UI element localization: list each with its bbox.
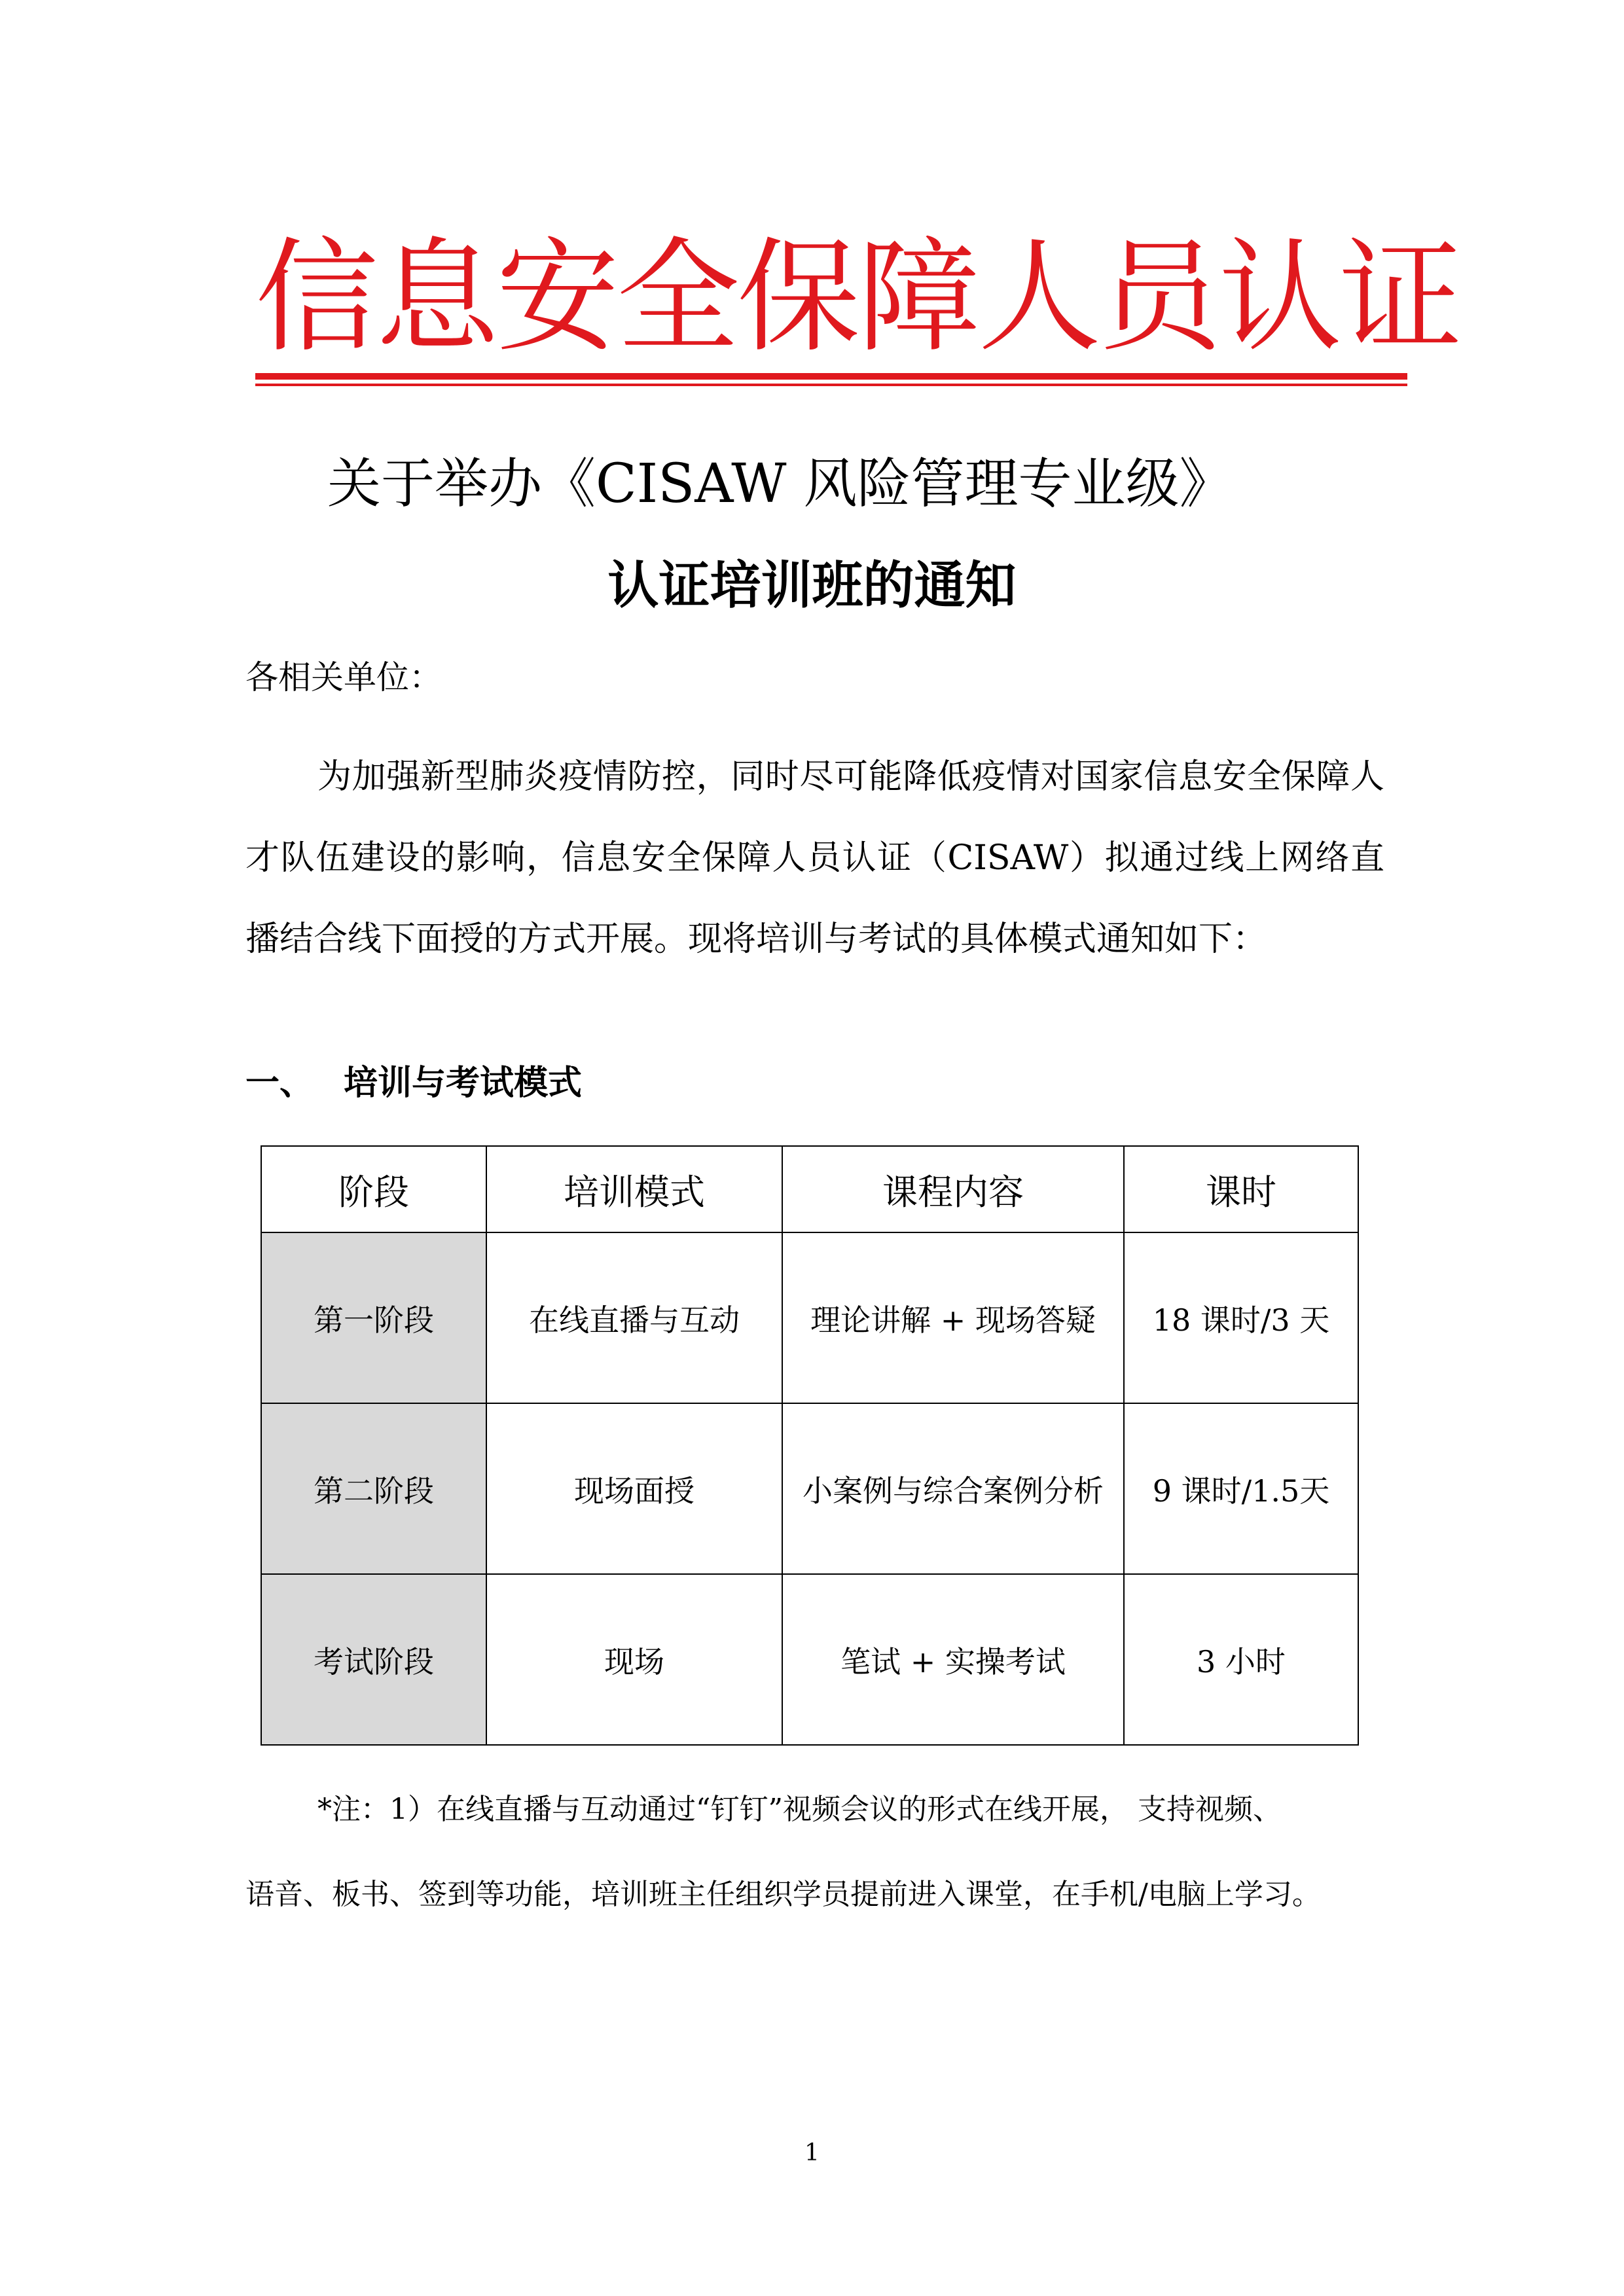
table-note bbox=[245, 1767, 1384, 1937]
section-heading-1 bbox=[245, 1057, 582, 1109]
notice-title-line1: 关于举办《CISAW 风险管理专业级》 bbox=[327, 453, 1233, 515]
table-row bbox=[261, 1403, 1358, 1574]
table-cell-hours: 18 课时/3 天 bbox=[1124, 1232, 1358, 1403]
table-row bbox=[261, 1574, 1358, 1745]
table-cell-stage: 第一阶段 bbox=[261, 1232, 486, 1403]
training-mode-table bbox=[261, 1145, 1359, 1746]
intro-paragraph: 为加强新型肺炎疫情防控，同时尽可能降低疫情对国家信息安全保障人才队伍建设的影响，信息安全保障人员认证（CISAW）拟通过线上网络直播结合线下面授的方式开展。现将培训与考试的具体模式通知如下： bbox=[245, 757, 1384, 959]
salutation: 各相关单位： bbox=[245, 658, 442, 696]
table-row bbox=[261, 1232, 1358, 1403]
table-header-stage: 阶段 bbox=[261, 1146, 486, 1232]
section-number: 一、 bbox=[245, 1064, 314, 1103]
table-cell-hours: 9 课时/1.5天 bbox=[1124, 1403, 1358, 1574]
note-line-2: 语音、板书、签到等功能，培训班主任组织学员提前进入课堂，在手机/电脑上学习。 bbox=[245, 1878, 1321, 1911]
page-number: 1 bbox=[804, 2140, 820, 2166]
table-header-row bbox=[261, 1146, 1358, 1232]
notice-title-line2: 认证培训班的通知 bbox=[607, 556, 1017, 615]
table-header-mode: 培训模式 bbox=[486, 1146, 782, 1232]
table-cell-hours: 3 小时 bbox=[1124, 1574, 1358, 1745]
table-cell-content: 笔试 + 实操考试 bbox=[782, 1574, 1124, 1745]
table-cell-content: 理论讲解 + 现场答疑 bbox=[782, 1232, 1124, 1403]
banner-title: 信息安全保障人员认证 bbox=[255, 226, 1460, 369]
table-cell-mode: 现场面授 bbox=[486, 1403, 782, 1574]
table-cell-stage: 第二阶段 bbox=[261, 1403, 486, 1574]
table-header-hours: 课时 bbox=[1124, 1146, 1358, 1232]
table-cell-stage: 考试阶段 bbox=[261, 1574, 486, 1745]
table-cell-mode: 在线直播与互动 bbox=[486, 1232, 782, 1403]
banner-rule-thin bbox=[255, 384, 1407, 386]
note-line-1 bbox=[245, 1767, 1384, 1852]
note-line-1-text: *注：1）在线直播与互动通过“钉钉”视频会议的形式在线开展， 支持视频、 bbox=[317, 1793, 1282, 1826]
table-header-content: 课程内容 bbox=[782, 1146, 1124, 1232]
banner-rule-thick bbox=[255, 373, 1407, 380]
section-heading-text: 培训与考试模式 bbox=[344, 1064, 583, 1103]
table-cell-mode: 现场 bbox=[486, 1574, 782, 1745]
table-cell-content: 小案例与综合案例分析 bbox=[782, 1403, 1124, 1574]
